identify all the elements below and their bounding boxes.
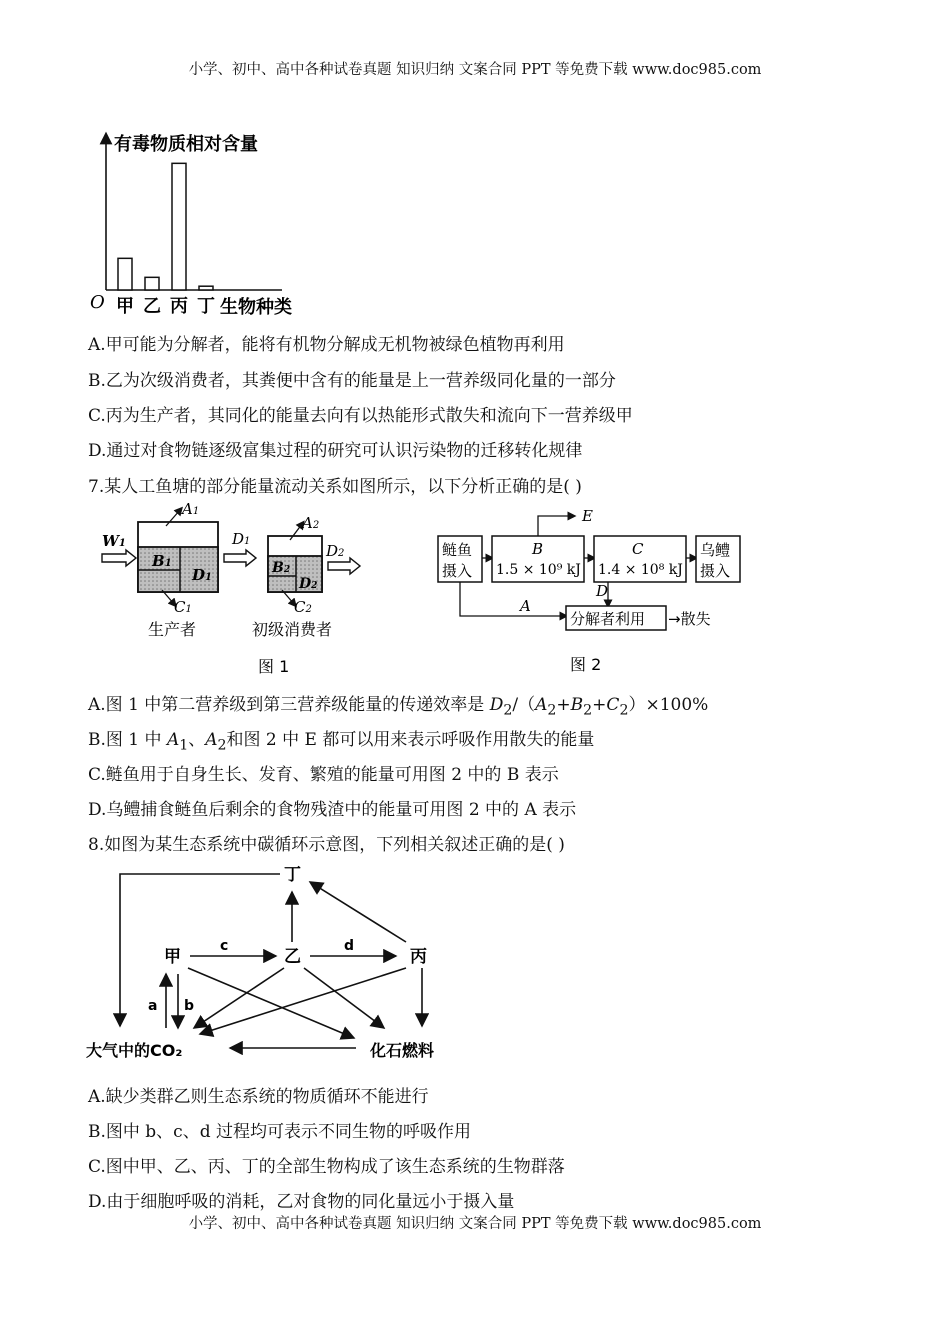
bar-2: [172, 163, 186, 290]
bar-0: [118, 258, 132, 290]
d1-arrow-label: D1: [232, 530, 251, 548]
svg-text:鲢鱼: 鲢鱼: [442, 541, 473, 559]
q7-stem: 7.某人工鱼塘的部分能量流动关系如图所示，以下分析正确的是( ): [88, 477, 582, 497]
q6-option-c: C.丙为生产者，其同化的能量去向有以热能形式散失和流向下一营养级甲: [88, 406, 633, 426]
figure-2-caption: 图 2: [570, 655, 602, 674]
node-fossil-fuel: 化石燃料: [370, 1041, 435, 1060]
q8-option-d: D.由于细胞呼吸的消耗，乙对食物的同化量远小于摄入量: [88, 1192, 515, 1212]
svg-text:1.4 × 10⁸ kJ: 1.4 × 10⁸ kJ: [598, 562, 683, 578]
consumer-label: 初级消费者: [252, 620, 333, 639]
node-jia: 甲: [164, 947, 181, 967]
label-a: a: [148, 998, 158, 1014]
svg-text:摄入: 摄入: [442, 562, 473, 580]
q6-option-d: D.通过对食物链逐级富集过程的研究可认识污染物的迁移转化规律: [88, 441, 583, 461]
a2-label: A2: [302, 514, 320, 532]
d2-arrow-label: D2: [326, 542, 345, 560]
origin-label: O: [90, 292, 105, 313]
q8-stem: 8.如图为某生态系统中碳循环示意图，下列相关叙述正确的是( ): [88, 835, 565, 855]
svg-text:乌鳢: 乌鳢: [700, 541, 731, 559]
q8-option-c: C.图中甲、乙、丙、丁的全部生物构成了该生态系统的生物群落: [88, 1157, 565, 1177]
d2-arrow: [328, 558, 360, 574]
q8-option-a: A.缺少类群乙则生态系统的物质循环不能进行: [88, 1087, 429, 1107]
q7-option-a: A.图 1 中第二营养级到第三营养级能量的传递效率是 $D_2/(A_2+B_2+C_2)\times 100\%$: [88, 695, 709, 719]
q7-option-d: D.乌鳢捕食鲢鱼后剩余的食物残渣中的能量可用图 2 中的 A 表示: [88, 800, 577, 820]
page-footer: 小学、初中、高中各种试卷真题 知识归纳 文案合同 PPT 等免费下载 www.doc985.com: [188, 1216, 762, 1232]
q6-option-a: A.甲可能为分解者，能将有机物分解成无机物被绿色植物再利用: [88, 335, 565, 355]
label-d: d: [344, 938, 355, 954]
label-c: c: [220, 938, 229, 954]
svg-text:1.5 × 10⁹ kJ: 1.5 × 10⁹ kJ: [496, 562, 581, 578]
b1-label: B1: [152, 552, 172, 570]
b2-label: B2: [272, 560, 291, 576]
toxin-bar-chart: [84, 128, 324, 320]
y-axis-label: 有毒物质相对含量: [114, 134, 258, 155]
d-label: D: [596, 582, 609, 600]
d2-label: D2: [299, 576, 318, 592]
bar-1: [145, 277, 159, 290]
a-label: A: [520, 597, 531, 615]
figure-1-caption: 图 1: [258, 657, 290, 676]
category-label-2: 丙: [170, 296, 188, 317]
x-axis-label: 生物种类: [220, 297, 292, 318]
c2-label: C2: [294, 598, 312, 616]
energy-flow-figure-2: [436, 500, 766, 680]
svg-text:B: B: [532, 540, 544, 558]
bar-3: [199, 286, 213, 290]
q7-option-b: B.图 1 中 $A_1$、$A_2$和图 2 中 E 都可以用来表示呼吸作用散失的能量: [88, 730, 595, 754]
w1-arrow: [102, 550, 136, 566]
energy-flow-figure-1: [96, 500, 396, 680]
q6-option-b: B.乙为次级消费者，其粪便中含有的能量是上一营养级同化量的一部分: [88, 371, 616, 391]
category-label-1: 乙: [143, 296, 161, 317]
category-label-3: 丁: [197, 296, 215, 317]
svg-text:分解者利用: 分解者利用: [570, 610, 646, 628]
e-label: E: [582, 507, 593, 525]
svg-text:摄入: 摄入: [700, 562, 731, 580]
d1-arrow: [224, 550, 256, 566]
c1-label: C1: [174, 598, 192, 616]
w1-label: W1: [102, 532, 126, 550]
node-bing: 丙: [410, 947, 427, 967]
a1-label: A1: [182, 500, 200, 518]
node-ding: 丁: [284, 865, 301, 885]
node-yi: 乙: [284, 947, 301, 967]
page-header: 小学、初中、高中各种试卷真题 知识归纳 文案合同 PPT 等免费下载 www.doc985.com: [188, 62, 762, 78]
carbon-cycle-diagram: [84, 858, 464, 1068]
node-air-co2: 大气中的CO₂: [86, 1041, 183, 1060]
svg-text:→散失: →散失: [668, 610, 711, 628]
q8-option-b: B.图中 b、c、d 过程均可表示不同生物的呼吸作用: [88, 1122, 471, 1142]
q7-option-c: C.鲢鱼用于自身生长、发育、繁殖的能量可用图 2 中的 B 表示: [88, 765, 559, 785]
svg-text:C: C: [632, 540, 644, 558]
label-b: b: [184, 998, 195, 1014]
category-label-0: 甲: [116, 296, 134, 317]
d1-label: D1: [192, 566, 212, 584]
producer-label: 生产者: [148, 620, 197, 639]
